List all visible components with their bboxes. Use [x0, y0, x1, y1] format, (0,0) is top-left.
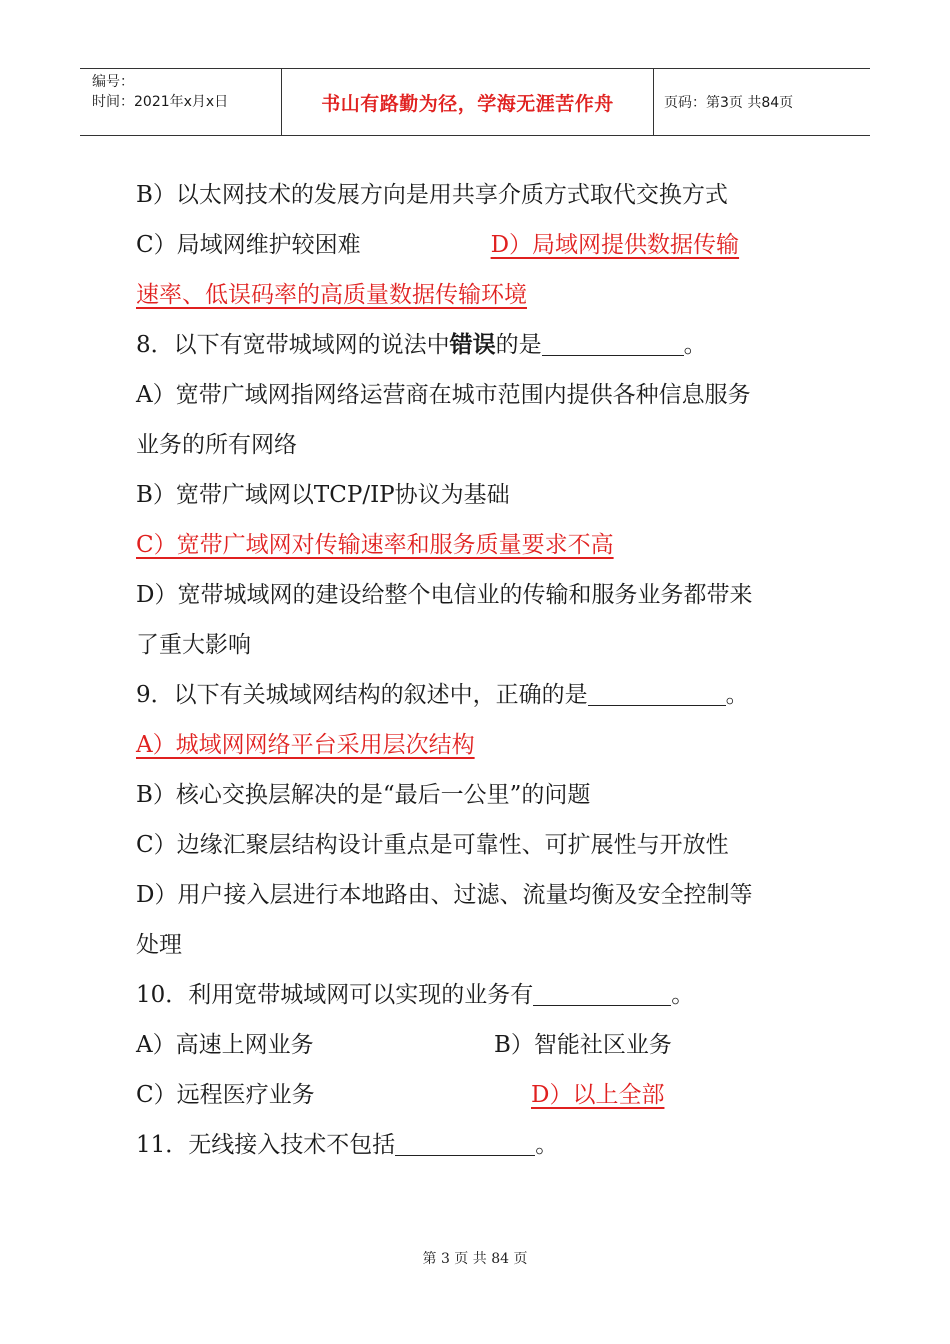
answer-option-a: A）城域网网络平台采用层次结构	[136, 732, 475, 758]
option-pair	[136, 1070, 826, 1120]
option-b: B）智能社区业务	[494, 1032, 672, 1058]
option-line: 了重大影响	[136, 632, 251, 658]
question-end: 。	[725, 682, 749, 708]
answer-blank	[395, 1129, 535, 1156]
option-c: C）远程医疗业务	[136, 1082, 315, 1108]
question-end: 。	[683, 332, 707, 358]
answer-line	[136, 720, 826, 770]
answer-blank	[588, 679, 726, 706]
question-text: 10．利用宽带城域网可以实现的业务有	[136, 982, 534, 1008]
option-line: C）边缘汇聚层结构设计重点是可靠性、可扩展性与开放性	[136, 832, 729, 858]
header-page-info: 页码：第3页 共84页	[664, 95, 794, 111]
option-line: 业务的所有网络	[136, 432, 297, 458]
answer-option-d: D）局域网提供数据传输	[490, 232, 740, 258]
question-9	[136, 670, 826, 720]
option-c: C）局域网维护较困难	[136, 232, 361, 258]
option-pair	[136, 1020, 826, 1070]
answer-blank	[542, 329, 684, 356]
answer-continuation	[136, 270, 826, 320]
question-text: 的是	[495, 332, 542, 358]
answer-option-c: C）宽带广域网对传输速率和服务质量要求不高	[136, 532, 614, 558]
option-line: D）宽带城域网的建设给整个电信业的传输和服务业务都带来	[136, 582, 753, 608]
number-label: 编号：	[92, 74, 134, 90]
answer-blank	[533, 979, 671, 1006]
question-end: 。	[671, 982, 695, 1008]
emphasis-text: 错误	[449, 331, 496, 358]
time-label: 时间：2021年x月x日	[92, 94, 229, 110]
question-11	[136, 1120, 826, 1170]
question-text: 9．以下有关城域网结构的叙述中，正确的是	[136, 682, 588, 708]
question-text: 11．无线接入技术不包括	[136, 1132, 396, 1158]
header-motto	[282, 69, 654, 135]
page-footer: 第 3 页 共 84 页	[422, 1251, 528, 1267]
document-body	[136, 170, 826, 1170]
option-line	[136, 220, 826, 270]
option-line: B）核心交换层解决的是“最后一公里”的问题	[136, 782, 591, 808]
question-10	[136, 970, 826, 1020]
option-line: B）宽带广域网以TCP/IP协议为基础	[136, 482, 510, 508]
option-line: 处理	[136, 932, 182, 958]
answer-text: 速率、低误码率的高质量数据传输环境	[136, 282, 527, 308]
option-line: A）宽带广域网指网络运营商在城市范围内提供各种信息服务	[136, 382, 751, 408]
answer-line	[136, 520, 826, 570]
question-8	[136, 320, 826, 370]
page-header	[80, 68, 870, 136]
header-meta	[80, 69, 282, 135]
option-line: D）用户接入层进行本地路由、过滤、流量均衡及安全控制等	[136, 882, 753, 908]
option-a: A）高速上网业务	[136, 1032, 314, 1058]
question-text: 8．以下有宽带城域网的说法中	[136, 332, 450, 358]
answer-option-d: D）以上全部	[531, 1082, 665, 1108]
motto-text: 书山有路勤为径，学海无涯苦作舟	[321, 92, 614, 115]
question-end: 。	[535, 1132, 559, 1158]
option-line: B）以太网技术的发展方向是用共享介质方式取代交换方式	[136, 182, 728, 208]
